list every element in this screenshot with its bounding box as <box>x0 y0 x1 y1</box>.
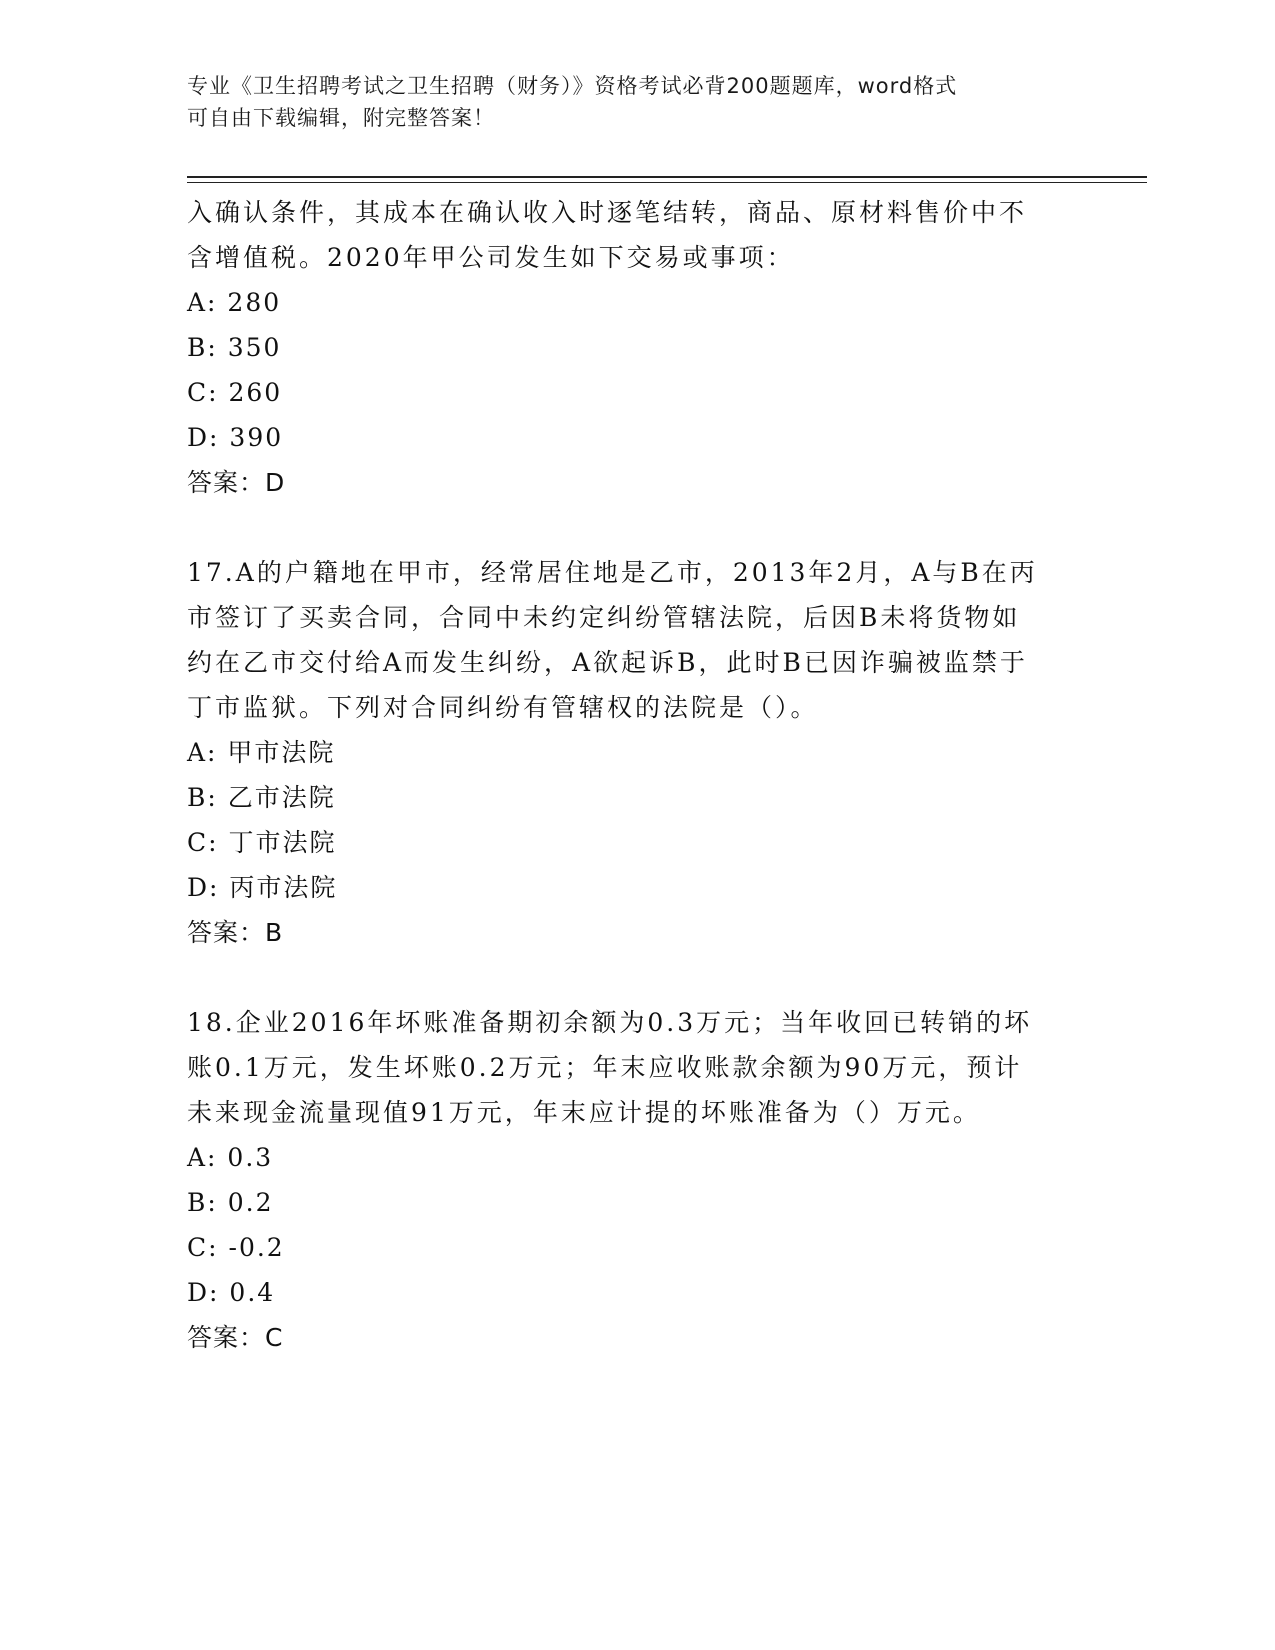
question-17 <box>187 550 1067 955</box>
document-header <box>187 70 1087 134</box>
option-a: A: 0.3 <box>187 1143 274 1172</box>
question-stem-line: 账0.1万元，发生坏账0.2万元；年末应收账款余额为90万元，预计 <box>187 1053 1023 1082</box>
question-stem-line: 约在乙市交付给A而发生纠纷，A欲起诉B，此时B已因诈骗被监禁于 <box>187 648 1028 677</box>
question-stem-line: 含增值税。2020年甲公司发生如下交易或事项： <box>187 243 795 272</box>
option-c: C: 丁市法院 <box>187 828 337 857</box>
question-content <box>187 190 1067 1360</box>
option-c: C: 260 <box>187 378 283 407</box>
option-d: D: 0.4 <box>187 1278 276 1307</box>
header-divider-thick <box>187 176 1147 178</box>
answer: 答案：D <box>187 468 286 497</box>
header-line-2: 可自由下载编辑，附完整答案！ <box>187 106 495 130</box>
answer: 答案：B <box>187 918 284 947</box>
header-divider-thin <box>187 182 1147 183</box>
question-stem-line: 市签订了买卖合同，合同中未约定纠纷管辖法院，后因B未将货物如 <box>187 603 1021 632</box>
option-d: D: 丙市法院 <box>187 873 338 902</box>
option-d: D: 390 <box>187 423 284 452</box>
question-stem-line: 未来现金流量现值91万元，年末应计提的坏账准备为（）万元。 <box>187 1098 981 1127</box>
question-stem-line: 入确认条件，其成本在确认收入时逐笔结转，商品、原材料售价中不 <box>187 198 1028 227</box>
option-b: B: 0.2 <box>187 1188 274 1217</box>
question-stem-line: 丁市监狱。下列对合同纠纷有管辖权的法院是（）。 <box>187 693 819 722</box>
question-stem-line: 17.A的户籍地在甲市，经常居住地是乙市，2013年2月，A与B在丙 <box>187 558 1038 587</box>
question-18 <box>187 1000 1067 1360</box>
option-b: B: 350 <box>187 333 282 362</box>
question-stem-line: 18.企业2016年坏账准备期初余额为0.3万元；当年收回已转销的坏 <box>187 1008 1033 1037</box>
header-line-1: 专业《卫生招聘考试之卫生招聘（财务）》资格考试必背200题题库，word格式 <box>187 74 958 98</box>
option-c: C: -0.2 <box>187 1233 285 1262</box>
option-a: A: 甲市法院 <box>187 738 336 767</box>
answer: 答案：C <box>187 1323 284 1352</box>
question-fragment <box>187 190 1067 505</box>
option-b: B: 乙市法院 <box>187 783 336 812</box>
option-a: A: 280 <box>187 288 282 317</box>
